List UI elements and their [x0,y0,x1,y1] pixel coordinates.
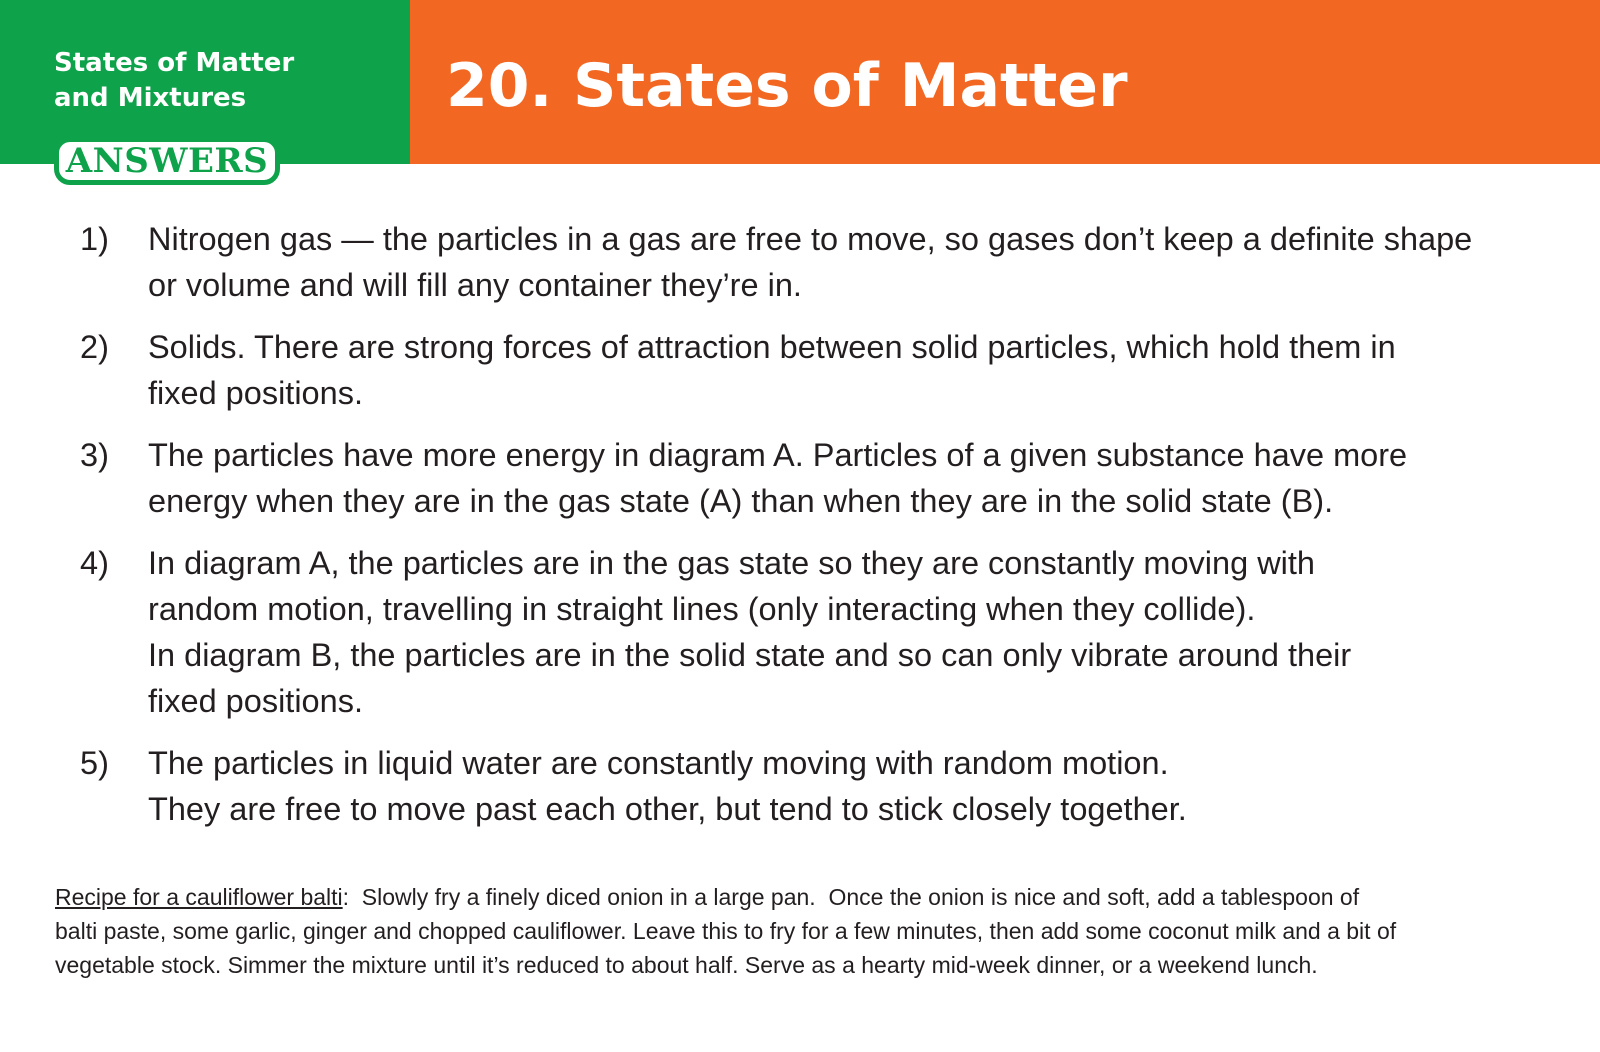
page-header [0,0,1600,181]
answer-number: 4) [80,545,109,581]
topic-label [54,46,384,116]
recipe-note [55,880,1555,982]
answer-number: 5) [80,745,109,781]
answer-text-line: Nitrogen gas — the particles in a gas are free to move, so gases don’t keep a definite shape [148,221,1473,257]
answers-badge: ANSWERS [54,137,280,185]
answer-number: 1) [80,221,109,257]
recipe-line-3: vegetable stock. Simmer the mixture until it’s reduced to about half. Serve as a hearty mid-week dinner, or a weekend lunch. [55,952,1318,978]
recipe-title: Recipe for a cauliflower balti [55,884,343,910]
answer-text-line: Solids. There are strong forces of attraction between solid particles, which hold them in [148,329,1396,365]
answer-text-line: energy when they are in the gas state (A) than when they are in the solid state (B). [148,483,1334,519]
answer-item-1 [80,216,1550,308]
recipe-line-1 [55,880,1555,914]
page-title: 20. States of Matter [446,51,1128,121]
answer-item-4 [80,540,1550,724]
recipe-text: Slowly fry a finely diced onion in a large pan. Once the onion is nice and soft, add a tablespoon of [349,884,1360,910]
answer-text-line: fixed positions. [148,683,363,719]
recipe-separator: : [342,884,350,910]
recipe-line-2: balti paste, some garlic, ginger and chopped cauliflower. Leave this to fry for a few minutes, then add some coconut milk and a bit of [55,918,1397,944]
answer-list [80,216,1550,848]
answer-text-line: They are free to move past each other, but tend to stick closely together. [148,791,1187,827]
answer-text-line: random motion, travelling in straight lines (only interacting when they collide). [148,591,1256,627]
answer-number: 2) [80,329,109,365]
answer-number: 3) [80,437,109,473]
answer-item-3 [80,432,1550,524]
topic-line-1: States of Matter [54,48,295,78]
answer-text-line: In diagram B, the particles are in the solid state and so can only vibrate around their [148,637,1352,673]
answer-text-line: fixed positions. [148,375,363,411]
answer-item-5 [80,740,1550,832]
answer-text-line: In diagram A, the particles are in the gas state so they are constantly moving with [148,545,1316,581]
answer-item-2 [80,324,1550,416]
topic-line-2: and Mixtures [54,83,247,113]
answer-text-line: or volume and will fill any container they’re in. [148,267,802,303]
answer-text-line: The particles have more energy in diagram A. Particles of a given substance have more [148,437,1408,473]
answer-text-line: The particles in liquid water are constantly moving with random motion. [148,745,1169,781]
